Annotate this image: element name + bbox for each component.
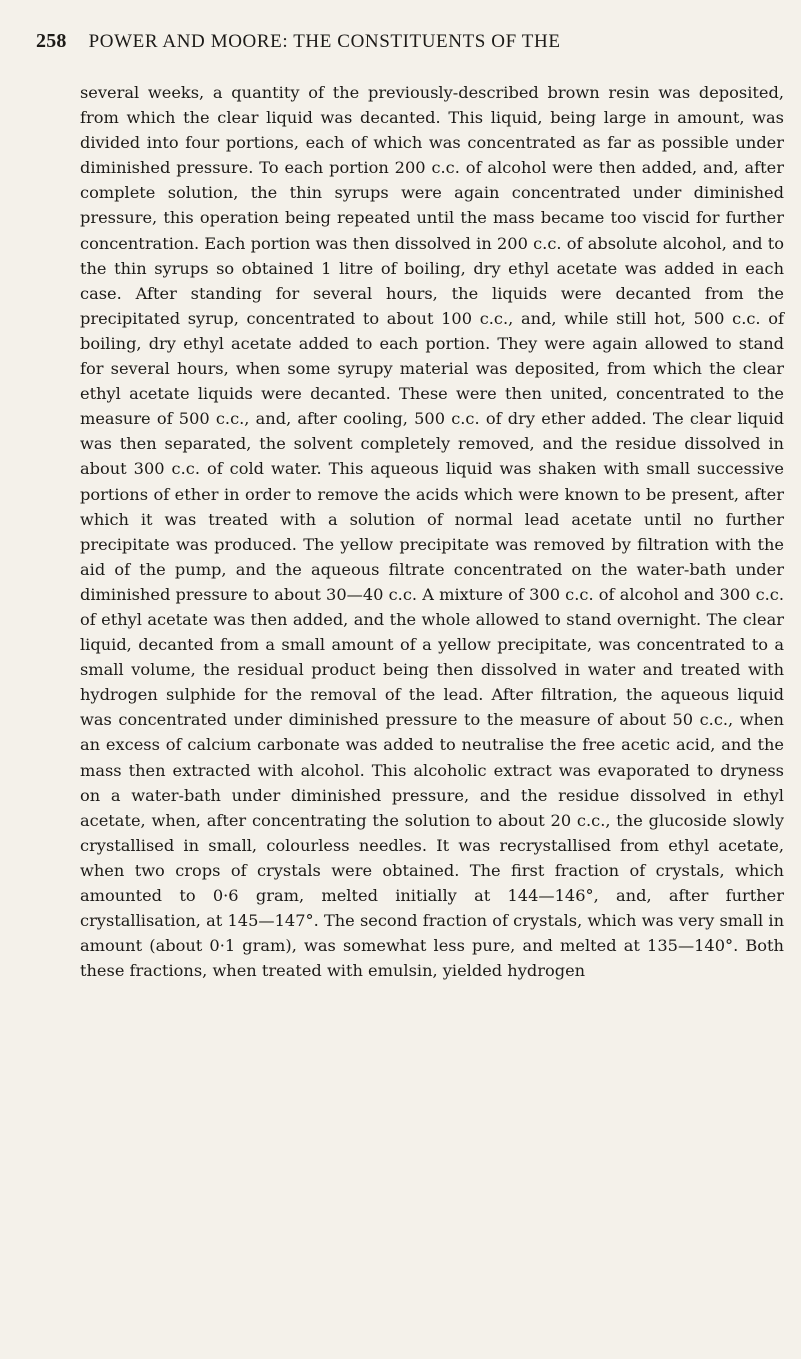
body-paragraph: several weeks, a quantity of the previously-described brown resin was deposited, from which the clear liquid was decanted. This liquid, being large in amount, was divided into four portions, each of which was concentrated as far as possible under diminished pressure. To each portion 200 c.c. of alcohol were then added, and, after complete solution, the thin syrups were again concentrated under diminished pressure, this operation being repeated until the mass became too viscid for further concentration. Each portion was then dissolved in 200 c.c. of absolute alcohol, and to the thin syrups so obtained 1 litre of boiling, dry ethyl acetate was added in each case. After standing for several hours, the liquids were decanted from the precipitated syrup, concentrated to about 100 c.c., and, while still hot, 500 c.c. of boiling, dry ethyl acetate added to each portion. They were again allowed to stand for several hours, when some syrupy material was deposited, from which the clear ethyl acetate liquids were decanted. These were then united, concentrated to the measure of 500 c.c., and, after cooling, 500 c.c. of dry ether added. The clear liquid was then separated, the solvent completely removed, and the residue dissolved in about 300 c.c. of cold water. This aqueous liquid was shaken with small successive portions of ether in order to remove the acids which were known to be present, after which it was treated with a solution of normal lead acetate until no further precipitate was produced. The yellow precipitate was removed by filtration with the aid of the pump, and the aqueous filtrate concentrated on the water-bath under diminished pressure to about 30—40 c.c. A mixture of 300 c.c. of alcohol and 300 c.c. of ethyl acetate was then added, and the whole allowed to stand overnight. The clear liquid, decanted from a small amount of a yellow precipitate, was concentrated to a small volume, the residual product being then dissolved in water and treated with hydrogen sulphide for the removal of the lead. After filtration, the aqueous liquid was concentrated under diminished pressure to the measure of about 50 c.c., when an excess of calcium carbonate was added to neutralise the free acetic acid, and the mass then extracted with alcohol. This alcoholic extract was evaporated to dryness on a water-bath under diminished pressure, and the residue dissolved in ethyl acetate, when, after concentrating the solution to about 20 c.c., the glucoside slowly crystallised in small, colourless needles. It was recrystallised from ethyl acetate, when two crops of crystals were obtained. The first fraction of crystals, which amounted to 0·6 gram, melted initially at 144—146°, and, after further crystallisation, at 145—147°. The second fraction of crystals, which was very small in amount (about 0·1 gram), was somewhat less pure, and melted at 135—140°. Both these fractions, when treated with emulsin, yielded hydrogen — [80, 83, 784, 981]
running-header — [36, 30, 765, 60]
page-number: 258 — [36, 30, 67, 52]
running-title: POWER AND MOORE: THE CONSTITUENTS OF THE — [88, 31, 561, 52]
